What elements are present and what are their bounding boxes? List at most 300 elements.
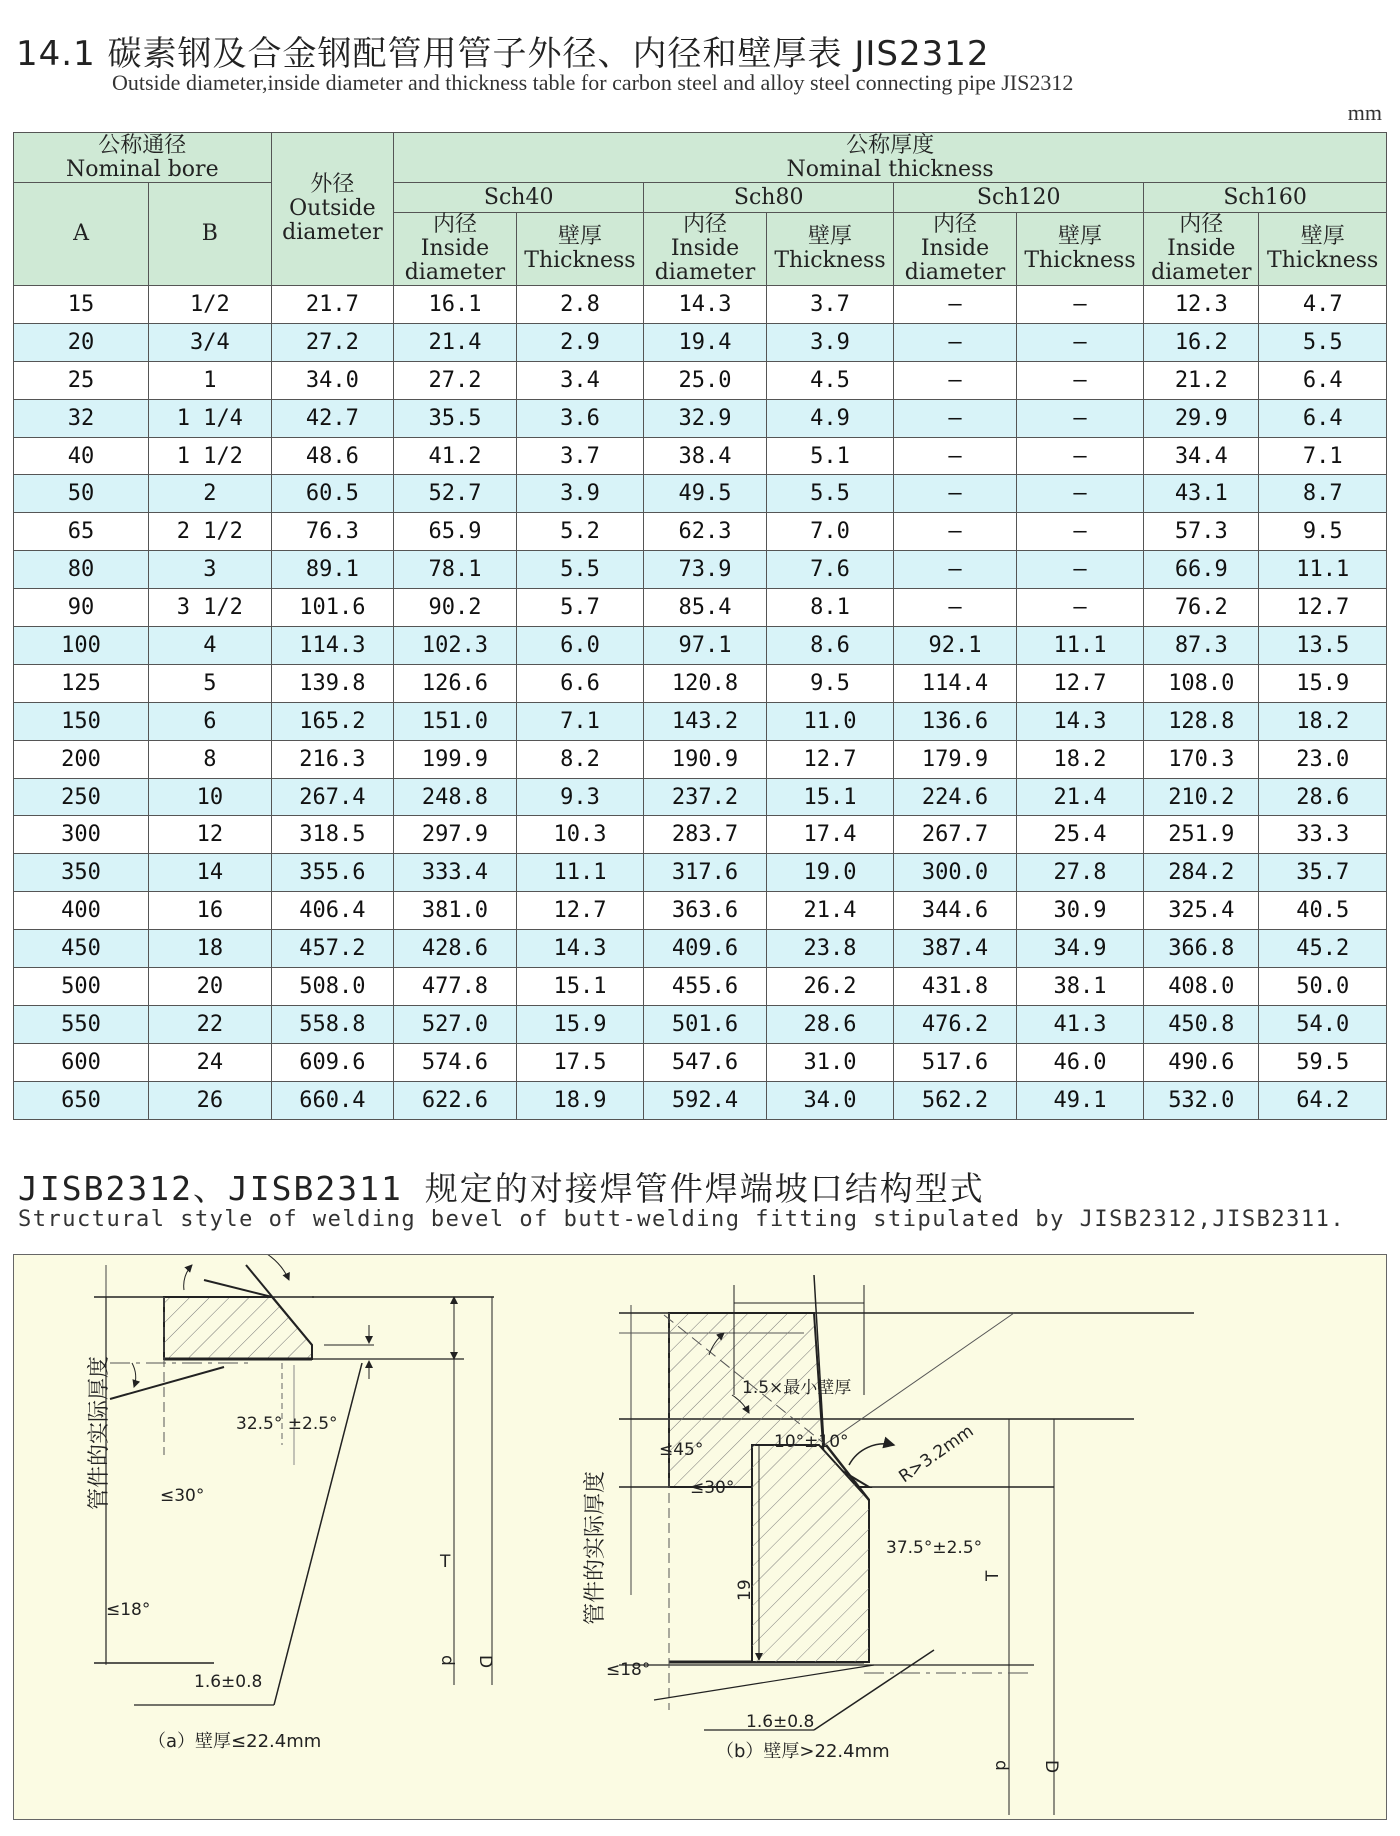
cell-b: 3 1/2 (149, 589, 272, 627)
table-row (14, 778, 1387, 816)
cell-a: 200 (14, 740, 149, 778)
cell-od: 42.7 (271, 399, 394, 437)
cell-s40i: 477.8 (394, 968, 517, 1006)
cell-s40i: 527.0 (394, 1005, 517, 1043)
cell-s40t: 6.6 (516, 664, 643, 702)
cell-s40i: 333.4 (394, 854, 517, 892)
cell-s160t: 18.2 (1259, 702, 1387, 740)
cell-s80t: 3.9 (766, 323, 893, 361)
cell-a: 100 (14, 627, 149, 665)
table-row (14, 892, 1387, 930)
cell-a: 550 (14, 1005, 149, 1043)
cell-s40i: 65.9 (394, 513, 517, 551)
cell-s80i: 62.3 (644, 513, 767, 551)
cell-a: 25 (14, 361, 149, 399)
inside-header-line: diameter (404, 260, 506, 285)
cell-s80i: 363.6 (644, 892, 767, 930)
cell-s80t: 4.9 (766, 399, 893, 437)
wall-header-line: Thickness (1267, 248, 1379, 273)
cell-s80t: 7.0 (766, 513, 893, 551)
inside-header-line: Inside (670, 236, 740, 261)
cell-od: 34.0 (271, 361, 394, 399)
cell-s40i: 297.9 (394, 816, 517, 854)
cell-od: 216.3 (271, 740, 394, 778)
cell-s40i: 52.7 (394, 475, 517, 513)
cell-s40i: 126.6 (394, 664, 517, 702)
cell-s120i: 300.0 (894, 854, 1017, 892)
cell-s120i: – (894, 551, 1017, 589)
cell-b: 4 (149, 627, 272, 665)
wall-header-line: 壁厚 (1300, 224, 1345, 249)
cell-a: 32 (14, 399, 149, 437)
outside-diameter-header (271, 133, 394, 286)
wall-header-line: Thickness (1024, 248, 1136, 273)
cell-a: 20 (14, 323, 149, 361)
cell-s160t: 35.7 (1259, 854, 1387, 892)
cell-s40t: 15.1 (516, 968, 643, 1006)
cell-s40i: 90.2 (394, 589, 517, 627)
cell-s160t: 12.7 (1259, 589, 1387, 627)
cell-s120t: – (1016, 286, 1143, 324)
cell-s120i: 179.9 (894, 740, 1017, 778)
page-subtitle: Outside diameter,inside diameter and thickness table for carbon steel and alloy steel connecting pipe JIS2312 (112, 70, 1074, 95)
cell-s160i: 450.8 (1144, 1005, 1259, 1043)
cell-od: 660.4 (271, 1081, 394, 1119)
pipe-dimension-table (13, 132, 1387, 1120)
cell-s160i: 66.9 (1144, 551, 1259, 589)
cell-od: 101.6 (271, 589, 394, 627)
cell-a: 90 (14, 589, 149, 627)
table-row (14, 513, 1387, 551)
cell-s120t: 46.0 (1016, 1043, 1143, 1081)
outside-cn: 外径 (310, 172, 355, 197)
cell-s40t: 12.7 (516, 892, 643, 930)
cell-s160t: 23.0 (1259, 740, 1387, 778)
cell-s80i: 97.1 (644, 627, 767, 665)
cell-s160t: 50.0 (1259, 968, 1387, 1006)
cell-s120t: 11.1 (1016, 627, 1143, 665)
cell-b: 2 1/2 (149, 513, 272, 551)
cell-od: 609.6 (271, 1043, 394, 1081)
cell-s120t: 38.1 (1016, 968, 1143, 1006)
inside-header-line: diameter (654, 260, 756, 285)
cell-s40i: 428.6 (394, 930, 517, 968)
cell-s80t: 8.6 (766, 627, 893, 665)
inside-header-line: diameter (904, 260, 1006, 285)
cell-b: 8 (149, 740, 272, 778)
table-row (14, 399, 1387, 437)
cell-s120i: – (894, 361, 1017, 399)
cell-s40i: 41.2 (394, 437, 517, 475)
b-dim-d: d (991, 1760, 1011, 1771)
cell-s120t: – (1016, 513, 1143, 551)
cell-s120t: – (1016, 589, 1143, 627)
cell-od: 27.2 (271, 323, 394, 361)
cell-s80t: 19.0 (766, 854, 893, 892)
page-title: 14.1 碳素钢及合金钢配管用管子外径、内径和壁厚表 JIS2312 (16, 34, 990, 74)
unit-label: mm (1347, 100, 1382, 125)
inside-header-line: 内径 (932, 212, 977, 237)
cell-s160t: 64.2 (1259, 1081, 1387, 1119)
cell-s40t: 3.4 (516, 361, 643, 399)
b-angle-375: 37.5°±2.5° (886, 1538, 983, 1558)
cell-s120i: 136.6 (894, 702, 1017, 740)
thickness-cn: 公称厚度 (846, 132, 935, 158)
cell-s80t: 15.1 (766, 778, 893, 816)
inside-header-line: 内径 (682, 212, 727, 237)
cell-s120t: – (1016, 399, 1143, 437)
cell-s120t: 41.3 (1016, 1005, 1143, 1043)
cell-s160i: 21.2 (1144, 361, 1259, 399)
nominal-bore-en: Nominal bore (66, 156, 219, 182)
cell-s40t: 6.0 (516, 627, 643, 665)
cell-s80i: 143.2 (644, 702, 767, 740)
cell-s80t: 34.0 (766, 1081, 893, 1119)
b-dim-D: D (1041, 1760, 1061, 1774)
sch40-header: Sch40 (394, 183, 644, 213)
cell-b: 14 (149, 854, 272, 892)
inside-header-line: diameter (1151, 260, 1252, 285)
inside-header-line: Inside (420, 236, 490, 261)
b-caption: （b）壁厚>22.4mm (716, 1741, 890, 1762)
cell-a: 50 (14, 475, 149, 513)
inside-diameter-header (644, 213, 767, 286)
cell-s120i: 431.8 (894, 968, 1017, 1006)
cell-a: 500 (14, 968, 149, 1006)
cell-s160i: 57.3 (1144, 513, 1259, 551)
table-row (14, 1043, 1387, 1081)
cell-s40t: 14.3 (516, 930, 643, 968)
cell-s80t: 9.5 (766, 664, 893, 702)
cell-s160i: 284.2 (1144, 854, 1259, 892)
cell-b: 1/2 (149, 286, 272, 324)
a-side-label: 管件的实际厚度 (87, 1355, 112, 1510)
cell-od: 318.5 (271, 816, 394, 854)
cell-s40i: 16.1 (394, 286, 517, 324)
cell-s160t: 4.7 (1259, 286, 1387, 324)
cell-s120t: – (1016, 551, 1143, 589)
cell-s120t: – (1016, 475, 1143, 513)
diagram-a (94, 1255, 494, 1705)
cell-s40i: 21.4 (394, 323, 517, 361)
cell-s120t: 18.2 (1016, 740, 1143, 778)
cell-s80t: 17.4 (766, 816, 893, 854)
cell-s80i: 73.9 (644, 551, 767, 589)
cell-s160i: 12.3 (1144, 286, 1259, 324)
table-row (14, 286, 1387, 324)
cell-s160t: 5.5 (1259, 323, 1387, 361)
cell-s160t: 6.4 (1259, 361, 1387, 399)
table-row (14, 740, 1387, 778)
cell-s40t: 7.1 (516, 702, 643, 740)
cell-a: 450 (14, 930, 149, 968)
b-angle-10: 10°±10° (774, 1432, 849, 1452)
cell-s40i: 622.6 (394, 1081, 517, 1119)
cell-s120i: 562.2 (894, 1081, 1017, 1119)
cell-a: 300 (14, 816, 149, 854)
sch80-header: Sch80 (644, 183, 894, 213)
outside-en1: Outside (289, 196, 376, 221)
cell-s160i: 210.2 (1144, 778, 1259, 816)
cell-s80i: 455.6 (644, 968, 767, 1006)
cell-s80t: 11.0 (766, 702, 893, 740)
table-row (14, 930, 1387, 968)
cell-s120i: – (894, 475, 1017, 513)
cell-s40t: 5.2 (516, 513, 643, 551)
cell-od: 76.3 (271, 513, 394, 551)
table-row (14, 551, 1387, 589)
inside-header-line: 内径 (432, 212, 477, 237)
cell-s40t: 8.2 (516, 740, 643, 778)
cell-s120t: – (1016, 437, 1143, 475)
cell-s160i: 43.1 (1144, 475, 1259, 513)
a-dim-d: d (437, 1655, 457, 1666)
thickness-en: Nominal thickness (786, 156, 994, 182)
cell-s120i: – (894, 399, 1017, 437)
cell-s120i: – (894, 286, 1017, 324)
cell-s80t: 7.6 (766, 551, 893, 589)
cell-s80t: 5.1 (766, 437, 893, 475)
cell-s40i: 27.2 (394, 361, 517, 399)
cell-s80i: 501.6 (644, 1005, 767, 1043)
cell-s40i: 199.9 (394, 740, 517, 778)
cell-s40i: 102.3 (394, 627, 517, 665)
cell-s160i: 108.0 (1144, 664, 1259, 702)
cell-b: 3 (149, 551, 272, 589)
table-row (14, 437, 1387, 475)
cell-s80i: 25.0 (644, 361, 767, 399)
cell-s40t: 11.1 (516, 854, 643, 892)
section-title: JISB2312、JISB2311 规定的对接焊管件焊端坡口结构型式 (18, 1169, 985, 1208)
cell-s120i: 344.6 (894, 892, 1017, 930)
b-root-face: 1.6±0.8 (746, 1712, 815, 1732)
cell-s160t: 11.1 (1259, 551, 1387, 589)
cell-s120i: 224.6 (894, 778, 1017, 816)
cell-s40t: 2.8 (516, 286, 643, 324)
a-root-face: 1.6±0.8 (194, 1672, 263, 1692)
cell-b: 22 (149, 1005, 272, 1043)
cell-s40t: 18.9 (516, 1081, 643, 1119)
cell-s40t: 2.9 (516, 323, 643, 361)
cell-s80i: 283.7 (644, 816, 767, 854)
wall-thickness-header (766, 213, 893, 286)
cell-s40t: 3.6 (516, 399, 643, 437)
cell-a: 15 (14, 286, 149, 324)
col-b-header: B (149, 183, 272, 286)
cell-od: 60.5 (271, 475, 394, 513)
cell-s160i: 170.3 (1144, 740, 1259, 778)
inside-diameter-header (894, 213, 1017, 286)
cell-s40i: 151.0 (394, 702, 517, 740)
cell-s160i: 29.9 (1144, 399, 1259, 437)
cell-a: 80 (14, 551, 149, 589)
wall-thickness-header (1016, 213, 1143, 286)
cell-b: 5 (149, 664, 272, 702)
cell-s160i: 325.4 (1144, 892, 1259, 930)
a-dim-D: D (475, 1655, 495, 1669)
cell-s80t: 26.2 (766, 968, 893, 1006)
cell-s160t: 33.3 (1259, 816, 1387, 854)
cell-a: 250 (14, 778, 149, 816)
cell-a: 40 (14, 437, 149, 475)
table-row (14, 1081, 1387, 1119)
cell-s40t: 15.9 (516, 1005, 643, 1043)
cell-s80t: 23.8 (766, 930, 893, 968)
cell-s80i: 317.6 (644, 854, 767, 892)
cell-s80i: 14.3 (644, 286, 767, 324)
cell-s160t: 59.5 (1259, 1043, 1387, 1081)
cell-a: 65 (14, 513, 149, 551)
cell-s160i: 128.8 (1144, 702, 1259, 740)
cell-s160i: 16.2 (1144, 323, 1259, 361)
cell-s80i: 547.6 (644, 1043, 767, 1081)
cell-s120t: 12.7 (1016, 664, 1143, 702)
table-row (14, 475, 1387, 513)
cell-s160t: 8.7 (1259, 475, 1387, 513)
cell-s160t: 6.4 (1259, 399, 1387, 437)
cell-s160i: 87.3 (1144, 627, 1259, 665)
outside-en2: diameter (282, 220, 383, 245)
cell-s80i: 592.4 (644, 1081, 767, 1119)
cell-b: 20 (149, 968, 272, 1006)
cell-s80t: 4.5 (766, 361, 893, 399)
cell-s160t: 40.5 (1259, 892, 1387, 930)
cell-s80i: 19.4 (644, 323, 767, 361)
cell-s80i: 409.6 (644, 930, 767, 968)
cell-od: 114.3 (271, 627, 394, 665)
b-side-label: 管件的实际厚度 (583, 1470, 608, 1625)
cell-s120t: – (1016, 323, 1143, 361)
cell-s120t: 27.8 (1016, 854, 1143, 892)
cell-b: 16 (149, 892, 272, 930)
cell-s80i: 120.8 (644, 664, 767, 702)
inside-diameter-header (394, 213, 517, 286)
cell-a: 400 (14, 892, 149, 930)
cell-s40t: 17.5 (516, 1043, 643, 1081)
wall-header-line: 壁厚 (1057, 224, 1102, 249)
cell-b: 12 (149, 816, 272, 854)
cell-s40t: 10.3 (516, 816, 643, 854)
cell-s40i: 248.8 (394, 778, 517, 816)
nominal-bore-cn: 公称通径 (98, 132, 187, 158)
cell-b: 1 (149, 361, 272, 399)
a-caption: （a）壁厚≤22.4mm (148, 1731, 322, 1752)
cell-s120t: 14.3 (1016, 702, 1143, 740)
cell-s80i: 190.9 (644, 740, 767, 778)
cell-b: 2 (149, 475, 272, 513)
table-row (14, 854, 1387, 892)
cell-s80t: 5.5 (766, 475, 893, 513)
cell-b: 1 1/4 (149, 399, 272, 437)
a-angle-30: ≤30° (160, 1486, 205, 1506)
cell-s40t: 3.9 (516, 475, 643, 513)
table-row (14, 627, 1387, 665)
table-row (14, 361, 1387, 399)
b-dim-T: T (983, 1570, 1003, 1581)
cell-b: 10 (149, 778, 272, 816)
cell-s160t: 54.0 (1259, 1005, 1387, 1043)
inside-header-line: Inside (920, 236, 990, 261)
cell-s160t: 7.1 (1259, 437, 1387, 475)
cell-s160t: 45.2 (1259, 930, 1387, 968)
cell-s160i: 408.0 (1144, 968, 1259, 1006)
cell-s40i: 381.0 (394, 892, 517, 930)
cell-s80t: 3.7 (766, 286, 893, 324)
a-angle-main: 32.5° ±2.5° (236, 1414, 338, 1434)
b-dim-19: 19 (735, 1579, 755, 1601)
cell-s40t: 5.5 (516, 551, 643, 589)
cell-od: 267.4 (271, 778, 394, 816)
cell-od: 457.2 (271, 930, 394, 968)
b-radius: R>3.2mm (895, 1421, 978, 1488)
table-row (14, 968, 1387, 1006)
cell-od: 21.7 (271, 286, 394, 324)
section-subtitle: Structural style of welding bevel of butt-welding fitting stipulated by JISB2312,JISB2311. (18, 1207, 1346, 1232)
nominal-thickness-header (394, 133, 1387, 183)
wall-header-line: Thickness (524, 248, 636, 273)
cell-od: 89.1 (271, 551, 394, 589)
cell-s120t: 30.9 (1016, 892, 1143, 930)
b-angle-18: ≤18° (606, 1660, 651, 1680)
cell-s160i: 490.6 (1144, 1043, 1259, 1081)
wall-header-line: 壁厚 (807, 224, 852, 249)
wall-header-line: 壁厚 (557, 224, 602, 249)
cell-s80i: 237.2 (644, 778, 767, 816)
cell-b: 24 (149, 1043, 272, 1081)
wall-thickness-header (1259, 213, 1387, 286)
cell-s80i: 85.4 (644, 589, 767, 627)
inside-header-line: Inside (1167, 236, 1236, 261)
cell-b: 6 (149, 702, 272, 740)
cell-s80i: 32.9 (644, 399, 767, 437)
cell-s120i: 92.1 (894, 627, 1017, 665)
cell-s120i: 267.7 (894, 816, 1017, 854)
cell-s40t: 5.7 (516, 589, 643, 627)
cell-s80t: 21.4 (766, 892, 893, 930)
b-angle-45: ≤45° (659, 1440, 704, 1460)
cell-s120i: 387.4 (894, 930, 1017, 968)
cell-od: 139.8 (271, 664, 394, 702)
cell-s120t: 49.1 (1016, 1081, 1143, 1119)
inside-header-line: 内径 (1179, 212, 1224, 237)
cell-b: 18 (149, 930, 272, 968)
wall-thickness-header (516, 213, 643, 286)
sch120-header: Sch120 (894, 183, 1144, 213)
cell-s120i: – (894, 589, 1017, 627)
table-row (14, 816, 1387, 854)
cell-s120i: 114.4 (894, 664, 1017, 702)
cell-s120i: – (894, 323, 1017, 361)
cell-a: 150 (14, 702, 149, 740)
cell-b: 26 (149, 1081, 272, 1119)
cell-s160t: 15.9 (1259, 664, 1387, 702)
cell-b: 1 1/2 (149, 437, 272, 475)
table-row (14, 323, 1387, 361)
cell-od: 48.6 (271, 437, 394, 475)
bevel-diagram-panel (13, 1254, 1387, 1820)
cell-s160i: 532.0 (1144, 1081, 1259, 1119)
sch160-header: Sch160 (1144, 183, 1387, 213)
cell-s120i: 476.2 (894, 1005, 1017, 1043)
cell-s120t: 25.4 (1016, 816, 1143, 854)
table-row (14, 1005, 1387, 1043)
cell-s80t: 31.0 (766, 1043, 893, 1081)
cell-s120t: – (1016, 361, 1143, 399)
wall-header-line: Thickness (774, 248, 886, 273)
cell-a: 125 (14, 664, 149, 702)
cell-s80i: 38.4 (644, 437, 767, 475)
cell-s40i: 78.1 (394, 551, 517, 589)
